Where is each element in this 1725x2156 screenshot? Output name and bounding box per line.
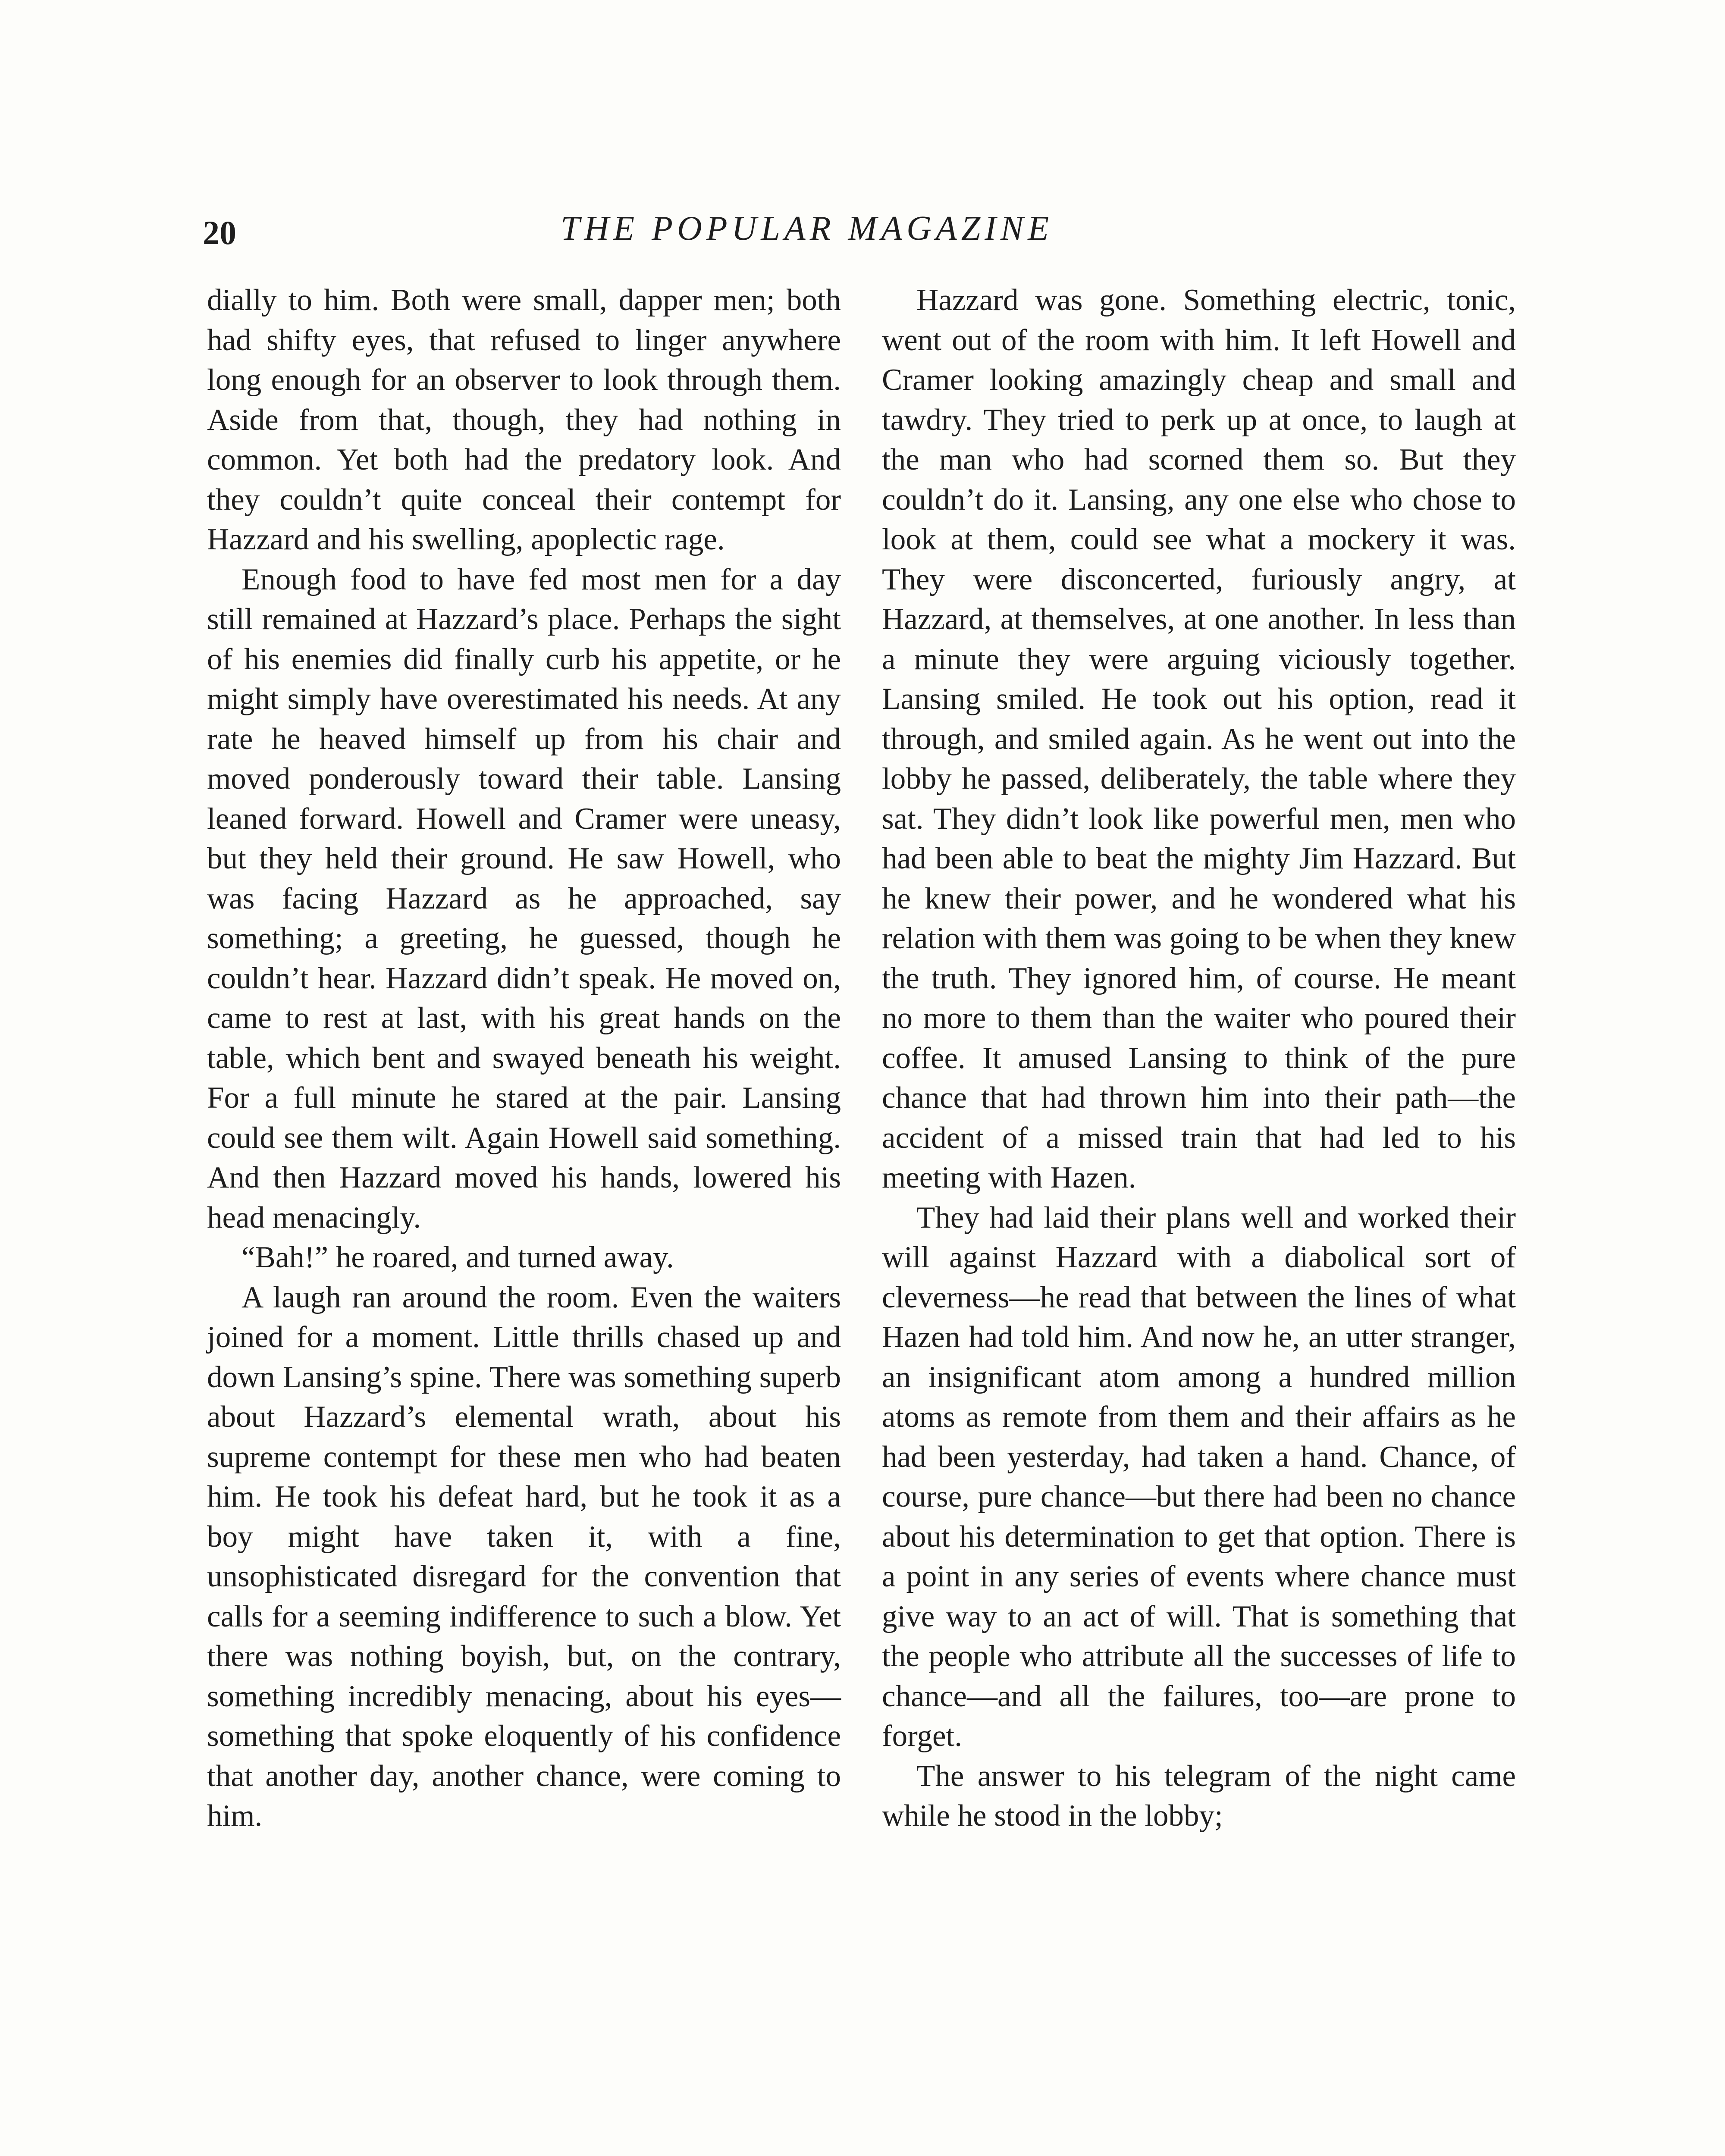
paragraph: dially to him. Both were small, dapper men; both had shifty eyes, that refused to linger anywhere long enough for an observer to look through them. Aside from that, though, they had nothing in common. Yet both had the predatory look. And they couldn’t quite conceal their contempt for Hazzard and his swelling, apoplectic rage.	[207, 283, 841, 556]
right-column	[882, 280, 1516, 1836]
paragraph: They had laid their plans well and worked their will against Hazzard with a diabolical sort of cleverness—he read that between the lines of what Hazen had told him. And now he, an utter stranger, an insignificant atom among a hundred million atoms as remote from them and their affairs as he had been yesterday, had taken a hand. Chance, of course, pure chance—but there had been no chance about his determination to get that option. There is a point in any series of events where chance must give way to an act of will. That is something that the people who attribute all the successes of life to chance—and all the failures, too—are prone to forget.	[882, 1200, 1516, 1753]
paragraph: The answer to his telegram of the night came while he stood in the lobby;	[882, 1759, 1516, 1833]
paragraph: A laugh ran around the room. Even the waiters joined for a moment. Little thrills chased up and down Lansing’s spine. There was something superb about Hazzard’s elemental wrath, about his supreme contempt for these men who had beaten him. He took his defeat hard, but he took it as a boy might have taken it, with a fine, unsophisticated disregard for the convention that calls for a seeming indifference to such a blow. Yet there was nothing boyish, but, on the contrary, something incredibly menacing, about his eyes—something that spoke eloquently of his confidence that another day, another chance, were coming to him.	[207, 1280, 841, 1833]
paragraph: Hazzard was gone. Something electric, tonic, went out of the room with him. It left Howell and Cramer looking amazingly cheap and small and tawdry. They tried to perk up at once, to laugh at the man who had scorned them so. But they couldn’t do it. Lansing, any one else who chose to look at them, could see what a mockery it was. They were disconcerted, furiously angry, at Hazzard, at themselves, at one another. In less than a minute they were arguing viciously together. Lansing smiled. He took out his option, read it through, and smiled again. As he went out into the lobby he passed, deliberately, the table where they sat. They didn’t look like powerful men, men who had been able to beat the mighty Jim Hazzard. But he knew their power, and he wondered what his relation with them was going to be when they knew the truth. They ignored him, of course. He meant no more to them than the waiter who poured their coffee. It amused Lansing to think of the pure chance that had thrown him into their path—the accident of a missed train that had led to his meeting with Hazen.	[882, 283, 1516, 1194]
page-number: 20	[203, 214, 236, 251]
left-column	[207, 280, 841, 1836]
paragraph: “Bah!” he roared, and turned away.	[242, 1241, 674, 1274]
running-header-title: THE POPULAR MAGAZINE	[561, 210, 1054, 248]
paragraph: Enough food to have fed most men for a day still remained at Hazzard’s place. Perhaps the sight of his enemies did finally curb his appetite, or he might simply have overestimated his needs. At any rate he heaved himself up from his chair and moved ponderously toward their table. Lansing leaned forward. Howell and Cramer were uneasy, but they held their ground. He saw Howell, who was facing Hazzard as he approached, say something; a greeting, he guessed, though he couldn’t hear. Hazzard didn’t speak. He moved on, came to rest at last, with his great hands on the table, which bent and swayed beneath his weight. For a full minute he stared at the pair. Lansing could see them wilt. Again Howell said something. And then Hazzard moved his hands, lowered his head menacingly.	[207, 562, 841, 1235]
